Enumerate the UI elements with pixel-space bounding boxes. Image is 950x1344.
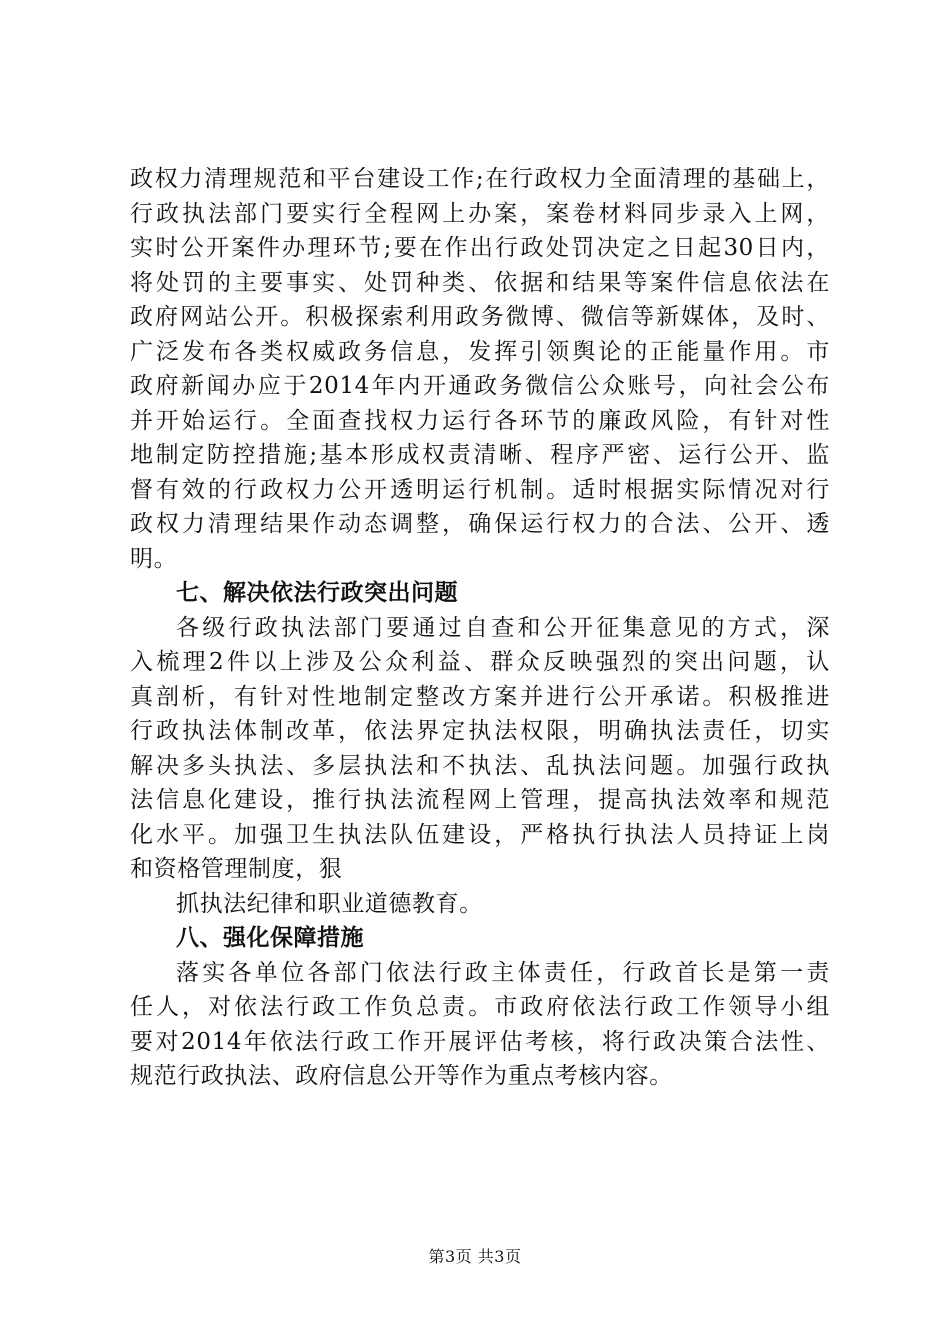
text-line: 法信息化建设，推行执法流程网上管理，提高执法效率和规范 [130, 787, 830, 813]
text-line: 将处罚的主要事实、处罚种类、依据和结果等案件信息依法在 [130, 269, 830, 296]
text-line: 广泛发布各类权威政务信息，发挥引领舆论的正能量作用。市 [130, 338, 830, 365]
text-line: 任人，对依法行政工作负总责。市政府依法行政工作领导小组 [130, 994, 830, 1020]
text-line: 化水平。加强卫生执法队伍建设，严格执行执法人员持证上岗 [130, 821, 830, 848]
text-line: 要对2014年依法行政工作开展评估考核，将行政决策合法性、 [130, 1028, 830, 1055]
text-line: 和资格管理制度，狠 [130, 856, 343, 882]
text-line: 各级行政执法部门要通过自查和公开征集意见的方式，深 [176, 614, 830, 641]
text-line: 真剖析，有针对性地制定整改方案并进行公开承诺。积极推进 [130, 683, 830, 710]
text-line: 政权力清理结果作动态调整，确保运行权力的合法、公开、透 [130, 511, 830, 537]
section-heading-8: 八、强化保障措施 [176, 925, 364, 951]
text-line: 政府新闻办应于2014年内开通政务微信公众账号，向社会公布 [130, 373, 830, 399]
text-line: 解决多头执法、多层执法和不执法、乱执法问题。加强行政执 [130, 752, 830, 779]
paragraph-4 [130, 956, 830, 1094]
text-line: 实时公开案件办理环节;要在作出行政处罚决定之日起30日内， [130, 235, 830, 261]
text-line: 入梳理2件以上涉及公众利益、群众反映强烈的突出问题，认 [130, 649, 830, 675]
text-line: 地制定防控措施;基本形成权责清晰、程序严密、运行公开、监 [130, 442, 830, 468]
paragraph-1 [130, 162, 830, 576]
text-line: 政府网站公开。积极探索利用政务微博、微信等新媒体，及时、 [130, 304, 830, 330]
paragraph-2 [130, 611, 830, 887]
section-heading-7: 七、解决依法行政突出问题 [176, 580, 458, 606]
text-line: 行政执法体制改革，依法界定执法权限，明确执法责任，切实 [130, 718, 830, 744]
text-line: 行政执法部门要实行全程网上办案，案卷材料同步录入上网， [130, 200, 830, 227]
page-footer: 第3页 共3页 [428, 1247, 522, 1266]
document-body [130, 162, 830, 1094]
paragraph-3: 抓执法纪律和职业道德教育。 [176, 890, 483, 917]
text-line: 政权力清理规范和平台建设工作;在行政权力全面清理的基础上， [130, 166, 830, 192]
text-line: 落实各单位各部门依法行政主体责任，行政首长是第一责 [176, 959, 830, 986]
text-line: 并开始运行。全面查找权力运行各环节的廉政风险，有针对性 [130, 407, 830, 434]
text-line: 明。 [130, 545, 178, 572]
text-line: 督有效的行政权力公开透明运行机制。适时根据实际情况对行 [130, 476, 830, 503]
text-line: 规范行政执法、政府信息公开等作为重点考核内容。 [130, 1063, 673, 1089]
